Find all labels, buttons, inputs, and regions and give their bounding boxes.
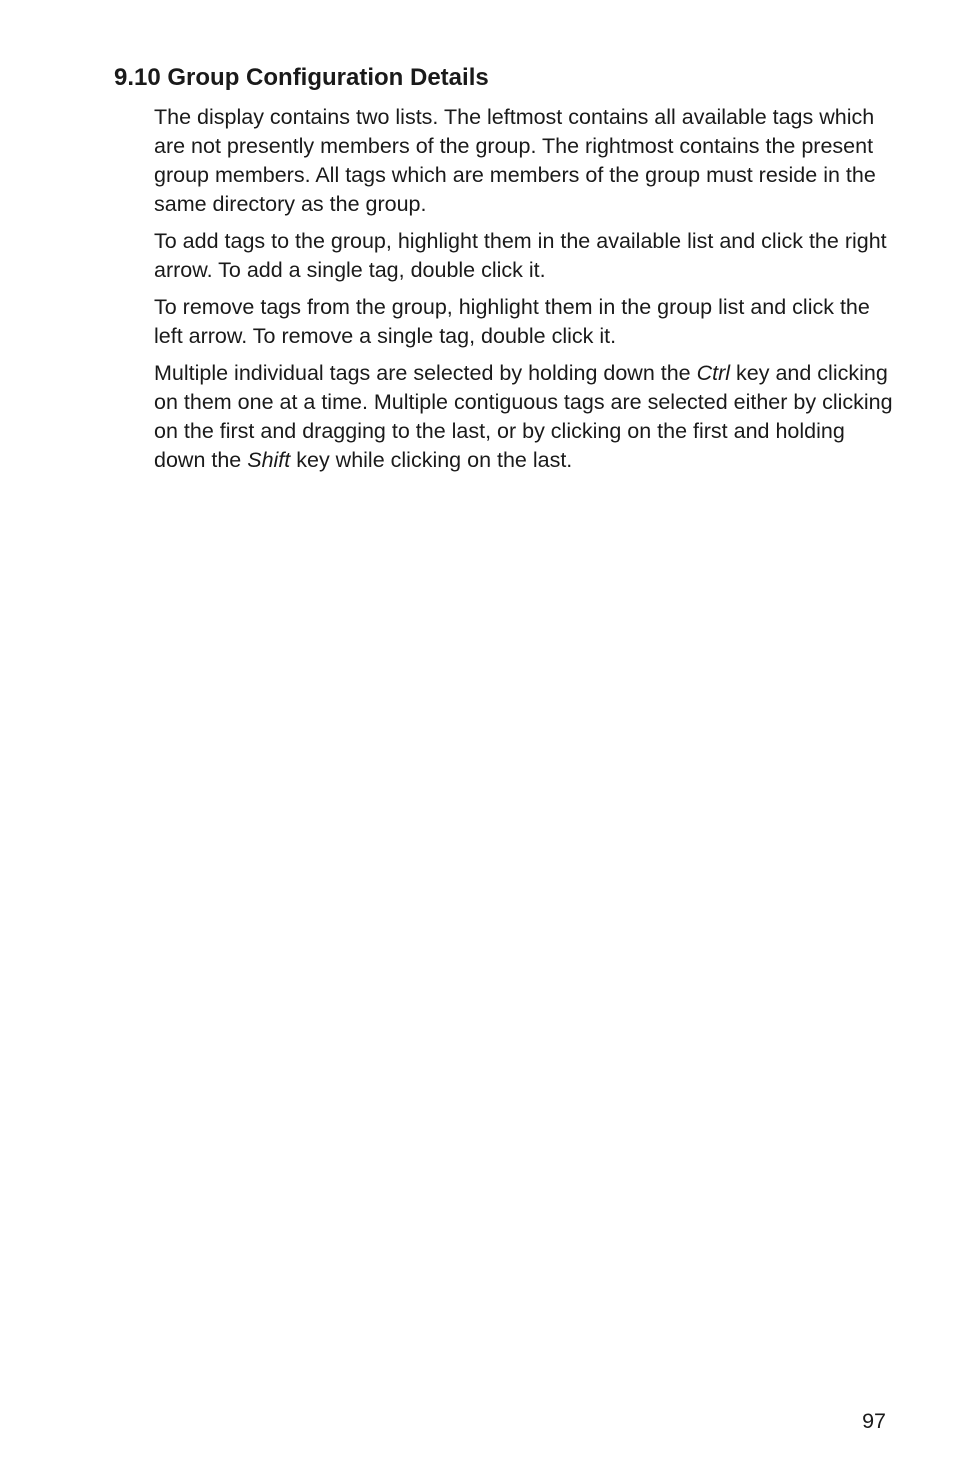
paragraph-multiple-selection xyxy=(154,359,894,475)
paragraph-add-tags: To add tags to the group, highlight them in the available list and click the right arrow. To add a single tag, double click it. xyxy=(154,229,887,282)
section-heading: 9.10 Group Configuration Details xyxy=(114,64,489,91)
page-number: 97 xyxy=(862,1409,886,1433)
multiselect-text-1: Multiple individual tags are selected by holding down the xyxy=(154,361,697,385)
multiselect-text-2: key and clicking on them one at a time. Multiple contiguous tags are selected either by clicking on the first and dragging to the last, or by clicking on the first and holding down the xyxy=(154,361,893,472)
ctrl-key-term: Ctrl xyxy=(696,361,731,385)
paragraph-remove-tags: To remove tags from the group, highlight them in the group list and click the left arrow. To remove a single tag, double click it. xyxy=(154,295,870,348)
shift-key-term: Shift xyxy=(247,448,291,472)
multiselect-text-3: key while clicking on the last. xyxy=(290,448,573,472)
section-body xyxy=(154,103,894,483)
paragraph-lists-description: The display contains two lists. The leftmost contains all available tags which are not presently members of the group. The rightmost contains the present group members. All tags which are members of the group must reside in the same directory as the group. xyxy=(154,105,876,216)
